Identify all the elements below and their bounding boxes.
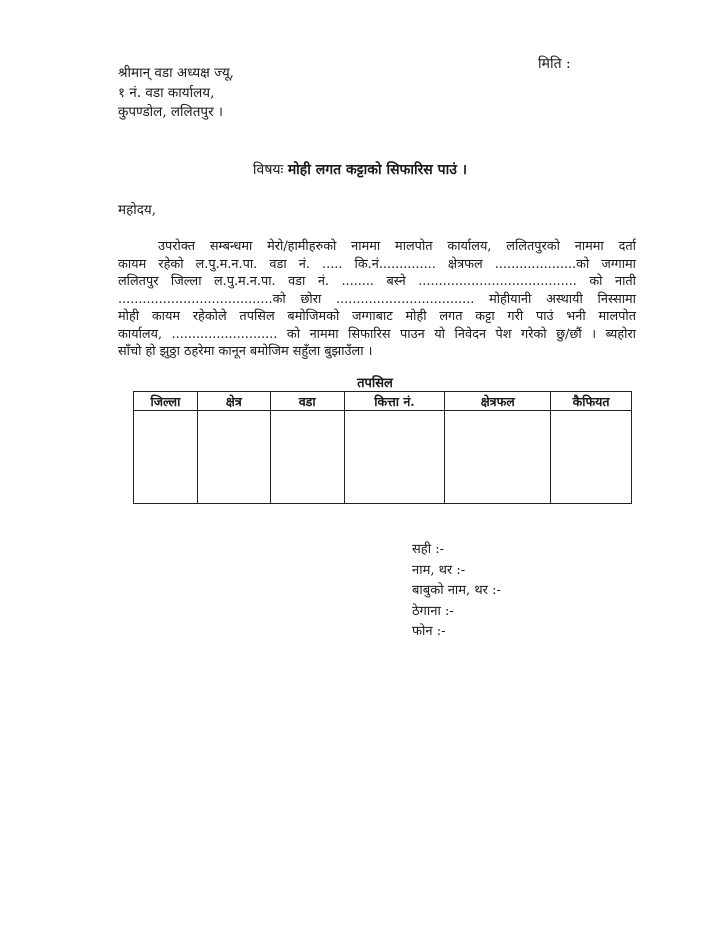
body-line: मोही कायम रहेकोले तपसिल बमोजिमको जग्गाबाट मोही लगत कट्टा गरी पाउं भनी मालपोत	[118, 309, 636, 324]
address-line: कुपण्डोल, ललितपुर ।	[118, 104, 223, 120]
column-header-area: क्षेत्र	[197, 392, 270, 411]
column-header-ward: वडा	[270, 392, 344, 411]
table-cell	[344, 411, 445, 504]
subject-prefix: विषयः	[252, 162, 284, 178]
table-title: तपसिल	[357, 376, 393, 391]
table-header-row	[134, 392, 632, 411]
body-line: उपरोक्त सम्बन्धमा मेरो/हामीहरुको नाममा मालपोत कार्यालय, ललितपुरको नाममा दर्ता	[158, 239, 636, 254]
table-cell	[197, 411, 270, 504]
table-cell	[445, 411, 551, 504]
body-line: ललितपुर जिल्ला ल.पु.म.न.पा. वडा नं. ........ बस्ने ....................................... को नाती	[118, 274, 636, 289]
subject-text: मोही लगत कट्टाको सिफारिस पाउं ।	[287, 162, 468, 178]
salutation: महोदय,	[118, 202, 157, 218]
signature-block	[412, 540, 501, 643]
table-cell	[270, 411, 344, 504]
body-line: कार्यालय, .......................... को नाममा सिफारिस पाउन यो निवेदन पेश गरेको छु/छौं । ब्यहोरा	[118, 326, 636, 342]
table-cell	[134, 411, 198, 504]
father-name-line: बाबुको नाम, थर :-	[412, 583, 501, 598]
name-line: नाम, थर :-	[412, 562, 466, 578]
land-details-table	[133, 391, 632, 504]
column-header-district: जिल्ला	[134, 392, 198, 411]
column-header-land-area: क्षेत्रफल	[445, 392, 551, 411]
signature-line: सही :-	[412, 542, 444, 557]
address-line: श्रीमान् वडा अध्यक्ष ज्यू,	[118, 65, 234, 81]
body-line: कायम रहेको ल.पु.म.न.पा. वडा नं. ..... कि.नं.............. क्षेत्रफल ....................को जग्गामा	[118, 256, 636, 272]
phone-line: फोन :-	[412, 624, 446, 639]
table-cell	[551, 411, 632, 504]
column-header-plot-number: कित्ता नं.	[344, 392, 445, 411]
subject-line	[0, 160, 720, 179]
recipient-address	[118, 64, 234, 123]
address-line: ठेगाना :-	[412, 603, 454, 619]
body-line: साँचो हो झुठ्ठा ठहरेमा कानून बमोजिम सहुँला बुझाउँला ।	[118, 344, 373, 359]
table-row	[134, 411, 632, 504]
column-header-remarks: कैफियत	[551, 392, 632, 411]
letter-body	[118, 238, 636, 361]
body-line: ......................................को छोरा .................................. मोहीयानी अस्थायी निस्सामा	[118, 291, 636, 307]
address-line: १ नं. वडा कार्यालय,	[118, 84, 215, 101]
date-label: मिति :	[538, 56, 571, 72]
